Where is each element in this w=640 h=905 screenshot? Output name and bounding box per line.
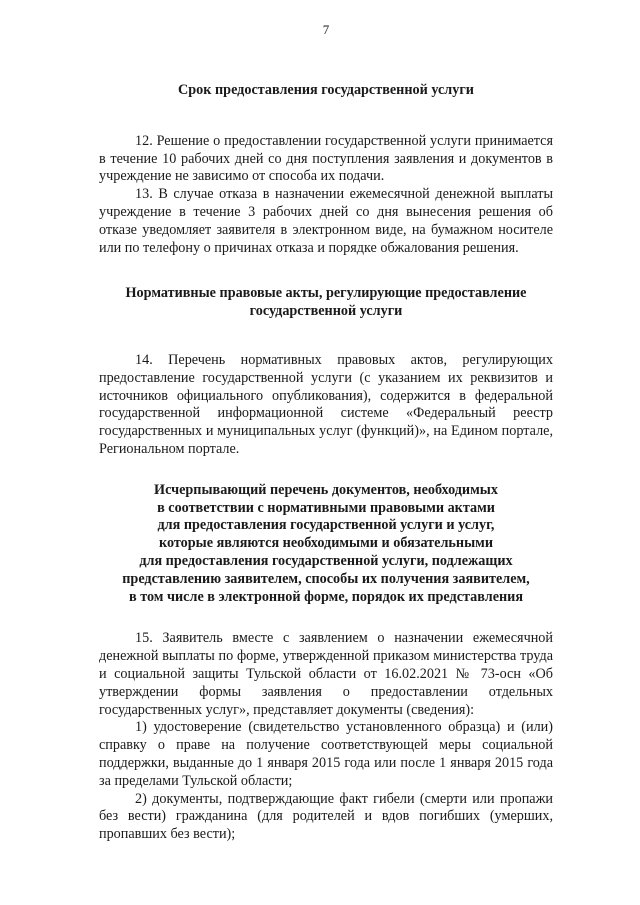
page-number: 7 <box>322 22 330 37</box>
heading-line: Нормативные правовые акты, регулирующие предоставление <box>125 285 527 302</box>
paragraph-13: 13. В случае отказа в назначении ежемесячной денежной выплаты учреждение в течение 3 рабочих дней со дня вынесения решения об отказе уведомляет заявителя в электронном виде, на бумажном носителе или по телефону о причинах отказа и порядке обжалования решения. <box>99 186 553 256</box>
heading-line: государственной услуги <box>249 303 403 320</box>
heading-line: для предоставления государственной услуги и услуг, <box>157 517 495 534</box>
heading-line: которые являются необходимыми и обязательными <box>159 535 493 552</box>
section-heading-service-term <box>99 82 553 100</box>
section-heading-legal-acts <box>99 285 553 321</box>
heading-line: в том числе в электронной форме, порядок их представления <box>128 588 524 605</box>
heading-line: для предоставления государственной услуги, подлежащих <box>139 552 513 569</box>
heading-line: Срок предоставления государственной услуги <box>178 82 474 98</box>
heading-line: Исчерпывающий перечень документов, необходимых <box>154 481 498 498</box>
document-content <box>99 82 553 844</box>
paragraph-14: 14. Перечень нормативных правовых актов, регулирующих предоставление государственной услуги (с указанием их реквизитов и источников официального опубликования), содержится в федеральной государственной информационной системе «Федеральный реестр государственных и муниципальных услуг (функций)», на Едином портале, Региональном портале. <box>99 351 553 457</box>
section-heading-documents-list <box>99 482 553 607</box>
heading-line: представлению заявителем, способы их получения заявителем, <box>122 570 530 587</box>
paragraph-12: 12. Решение о предоставлении государственной услуги принимается в течение 10 рабочих дней со дня поступления заявления и документов в учреждение не зависимо от способа их подачи. <box>99 132 553 185</box>
list-item-1: 1) удостоверение (свидетельство установленного образца) и (или) справку о праве на получение соответствующей меры социальной поддержки, выданные до 1 января 2015 года или после 1 января 2015 года за пределами Тульской области; <box>99 719 553 789</box>
list-item-2: 2) документы, подтверждающие факт гибели (смерти или пропажи без вести) гражданина (для родителей и вдов погибших (умерших, пропавших без вести); <box>99 790 553 843</box>
paragraph-15: 15. Заявитель вместе с заявлением о назначении ежемесячной денежной выплаты по форме, утвержденной приказом министерства труда и социальной защиты Тульской области от 16.02.2021 № 73-осн «Об утверждении формы заявления о предоставлении отдельных государственных услуг», представляет документы (сведения): <box>99 630 553 718</box>
heading-line: в соответствии с нормативными правовыми актами <box>157 499 495 516</box>
